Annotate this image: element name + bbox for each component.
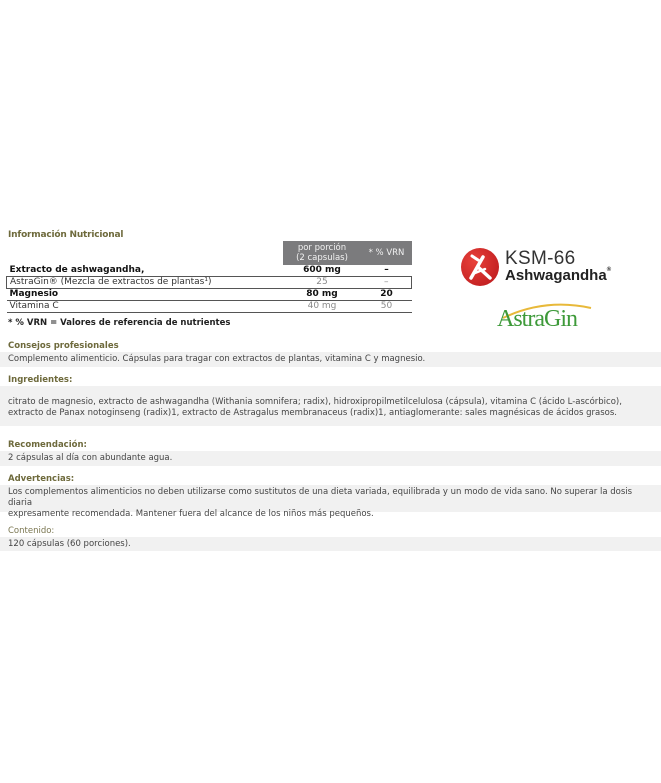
section-body: Complemento alimenticio. Cápsulas para tragar con extractos de plantas, vitamina C y magnesio. bbox=[0, 352, 661, 367]
table-row-ashwagandha bbox=[7, 265, 412, 277]
nutrition-table bbox=[6, 241, 412, 313]
row-amount: 80 mg bbox=[283, 289, 362, 301]
row-vrn: 20 bbox=[362, 289, 412, 301]
section-contenido bbox=[0, 526, 661, 551]
ksm66-wordmark: KSM-66 bbox=[505, 248, 576, 269]
table-row-magnesio bbox=[7, 289, 412, 301]
registered-mark: ® bbox=[606, 267, 612, 273]
section-heading: Consejos profesionales bbox=[8, 341, 119, 351]
table-row-vitamina-c bbox=[7, 301, 412, 313]
ksm66-subtitle-text: Ashwagandha bbox=[505, 267, 607, 284]
section-heading: Ingredientes: bbox=[8, 375, 73, 385]
warnings-line-1: Los complementos alimenticios no deben utilizarse como sustitutos de una dieta variada, equilibrada y un modo de vida sano. No superar la dosis diaria bbox=[8, 487, 633, 508]
section-heading: Advertencias: bbox=[8, 474, 75, 484]
row-vrn: – bbox=[362, 265, 412, 277]
ingredients-line-1: citrato de magnesio, extracto de ashwagandha (Withania somnifera; radix), hidroxipropilmetilcelulosa (cápsula), vitamina C (ácido L-ascórbico), bbox=[8, 397, 622, 407]
row-amount: 600 mg bbox=[283, 265, 362, 277]
section-body: 2 cápsulas al día con abundante agua. bbox=[0, 451, 661, 466]
section-consejos bbox=[0, 341, 661, 367]
header-portion bbox=[283, 241, 362, 265]
table-row-astragin bbox=[7, 277, 412, 289]
row-name: Vitamina C bbox=[7, 301, 283, 313]
section-body bbox=[0, 485, 661, 519]
row-vrn: 50 bbox=[362, 301, 412, 313]
nutrition-title: Información Nutricional bbox=[8, 230, 124, 240]
ksm66-logo bbox=[461, 248, 641, 288]
table-header-row bbox=[7, 241, 412, 265]
ksm66-emblem-icon bbox=[461, 248, 499, 286]
section-heading: Recomendación: bbox=[8, 440, 87, 450]
row-vrn: – bbox=[362, 277, 412, 289]
header-blank bbox=[7, 241, 283, 265]
astragin-wordmark: AstraGin bbox=[497, 306, 577, 332]
row-name: Extracto de ashwagandha, bbox=[7, 265, 283, 277]
row-amount: 40 mg bbox=[283, 301, 362, 313]
row-name: Magnesio bbox=[7, 289, 283, 301]
row-amount: 25 bbox=[283, 277, 362, 289]
section-heading: Contenido: bbox=[8, 526, 55, 536]
section-ingredientes bbox=[0, 375, 661, 426]
section-body bbox=[0, 386, 661, 426]
warnings-line-2: expresamente recomendada. Mantener fuera del alcance de los niños más pequeños. bbox=[8, 509, 374, 519]
section-body: 120 cápsulas (60 porciones). bbox=[0, 537, 661, 551]
section-recomendacion bbox=[0, 440, 661, 466]
astragin-logo bbox=[495, 300, 595, 336]
header-vrn: * % VRN bbox=[362, 241, 412, 265]
header-portion-line2: (2 capsulas) bbox=[296, 253, 348, 263]
header-portion-line1: por porción bbox=[297, 243, 347, 253]
ingredients-line-2: extracto de Panax notoginseng (radix)1, extracto de Astragalus membranaceus (radix)1, antiaglomerante: sales magnésicas de ácidos grasos. bbox=[8, 408, 617, 418]
ksm66-subtitle bbox=[505, 267, 611, 284]
row-name: AstraGin® (Mezcla de extractos de plantas¹) bbox=[7, 277, 283, 289]
section-advertencias bbox=[0, 474, 661, 519]
vrn-footnote: * % VRN = Valores de referencia de nutrientes bbox=[8, 318, 231, 328]
